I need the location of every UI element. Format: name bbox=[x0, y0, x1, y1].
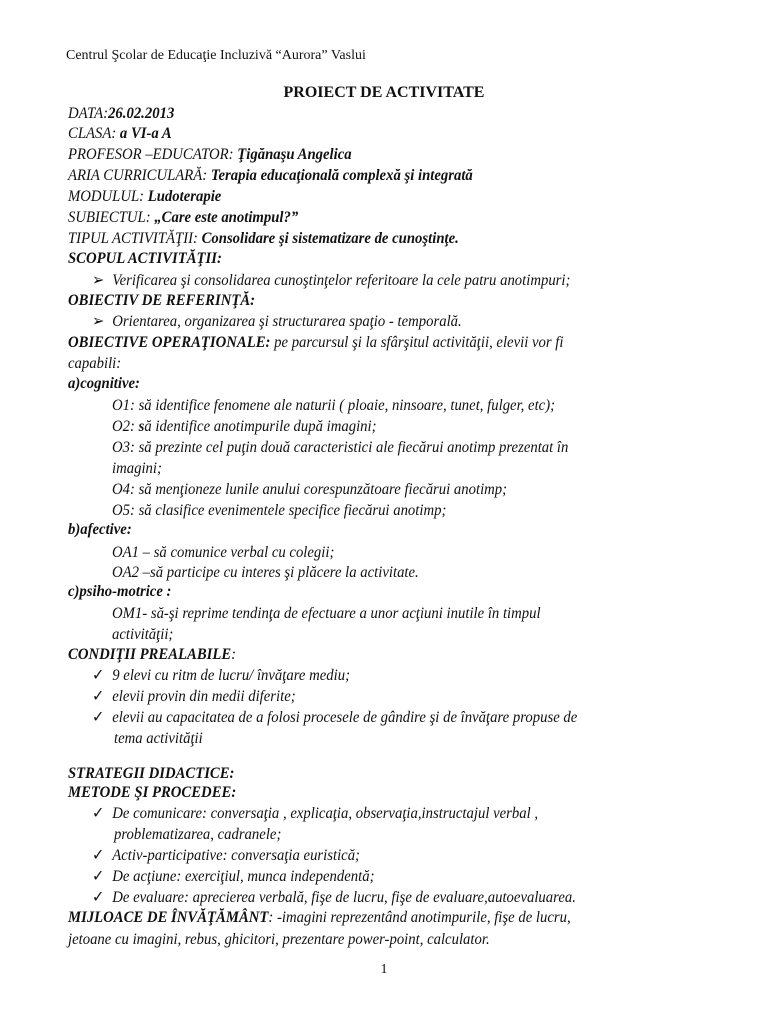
psychomotor-label bbox=[68, 584, 180, 600]
objective-om1 bbox=[112, 606, 578, 622]
method-evaluation-text: De evaluare: aprecierea verbală, fişe de lucru, fişe de evaluare,autoevaluarea. bbox=[112, 889, 576, 906]
field-date-value: 26.02.2013 bbox=[108, 105, 175, 122]
document-title: PROIECT DE ACTIVITATE bbox=[283, 84, 485, 101]
means-text: -imagini reprezentând anotimpurile, fişe de lucru, bbox=[273, 909, 571, 926]
arrow-bullet-icon: ➢ bbox=[92, 272, 105, 289]
objective-oa2 bbox=[112, 565, 445, 581]
field-activity-type-label: TIPUL ACTIVITĂŢII: bbox=[68, 230, 202, 247]
affective-label bbox=[68, 522, 137, 538]
affective-label-text: b)afective: bbox=[68, 521, 132, 538]
method-action-text: De acţiune: exerciţiul, munca independentă; bbox=[112, 868, 375, 885]
method-item-participative bbox=[92, 848, 383, 864]
method-communication-text-2: problematizarea, cadranele; bbox=[114, 826, 282, 843]
cognitive-label-text: a)cognitive: bbox=[68, 375, 140, 392]
operational-objectives-intro-continued bbox=[68, 356, 126, 372]
condition-item-3-text-2: tema activităţii bbox=[114, 730, 203, 747]
objective-o2-bold: s bbox=[138, 418, 145, 435]
operational-objectives-intro-text-2: capabili: bbox=[68, 355, 122, 372]
method-communication-text: De comunicare: conversaţia , explicaţia, observaţia,instructajul verbal , bbox=[112, 805, 539, 822]
field-curricular-area bbox=[68, 168, 508, 184]
methods-heading-text: METODE ŞI PROCEDEE: bbox=[68, 784, 237, 801]
reference-objective-heading-text: OBIECTIV DE REFERINŢĂ: bbox=[68, 292, 256, 309]
operational-objectives-heading bbox=[68, 335, 607, 351]
reference-objective-item bbox=[92, 314, 494, 330]
conditions-heading bbox=[68, 647, 251, 663]
field-class-label: CLASA: bbox=[68, 125, 120, 142]
field-subject-value: „Care este anotimpul?” bbox=[154, 209, 299, 226]
objective-o2-rest: ă identifice anotimpurile după imagini; bbox=[144, 418, 377, 435]
field-date-label: DATA: bbox=[68, 105, 109, 122]
school-header: Centrul Şcolar de Educaţie Incluzivă “Aurora” Vaslui bbox=[66, 48, 366, 63]
objective-o3-text-2: imagini; bbox=[112, 460, 162, 477]
means-heading-text: MIJLOACE DE ÎNVĂŢĂMÂNT bbox=[68, 909, 269, 926]
field-module bbox=[68, 189, 235, 205]
field-curricular-area-value: Terapia educaţională complexă şi integrată bbox=[210, 167, 473, 184]
methods-heading bbox=[68, 785, 251, 801]
field-module-value: Ludoterapie bbox=[147, 188, 222, 205]
objective-o3 bbox=[112, 440, 608, 456]
checkmark-icon: ✓ bbox=[92, 868, 105, 885]
scope-item bbox=[92, 273, 612, 289]
means-heading bbox=[68, 910, 614, 926]
objective-oa2-text: OA2 –să participe cu interes şi plăcere la activitate. bbox=[112, 564, 419, 581]
objective-o4 bbox=[112, 482, 541, 498]
psychomotor-label-text: c)psiho-motrice : bbox=[68, 583, 172, 600]
conditions-heading-text: CONDIŢII PREALABILE bbox=[68, 646, 232, 663]
objective-om1-continued bbox=[112, 627, 179, 643]
page-number: 1 bbox=[380, 962, 388, 977]
checkmark-icon: ✓ bbox=[92, 889, 105, 906]
field-module-label: MODULUL: bbox=[68, 188, 148, 205]
reference-objective-heading bbox=[68, 293, 271, 309]
means-colon: : bbox=[268, 909, 274, 926]
objective-o2 bbox=[112, 419, 400, 435]
condition-item-1-text: 9 elevi cu ritm de lucru/ învăţare mediu; bbox=[112, 667, 351, 684]
condition-item-3-continued bbox=[114, 731, 210, 747]
method-item-communication-continued bbox=[114, 827, 296, 843]
condition-item-2 bbox=[92, 689, 313, 705]
checkmark-icon: ✓ bbox=[92, 805, 105, 822]
checkmark-icon: ✓ bbox=[92, 709, 105, 726]
operational-objectives-intro: pe parcursul şi la sfârşitul activităţii, elevii vor fi bbox=[270, 334, 564, 351]
strategies-heading bbox=[68, 766, 249, 782]
checkmark-icon: ✓ bbox=[92, 847, 105, 864]
condition-item-1 bbox=[92, 668, 372, 684]
field-class-value: a VI-a A bbox=[119, 125, 172, 142]
field-subject bbox=[68, 210, 318, 226]
checkmark-icon: ✓ bbox=[92, 688, 105, 705]
conditions-colon: : bbox=[231, 646, 237, 663]
field-activity-type bbox=[68, 231, 493, 247]
field-date bbox=[68, 106, 184, 122]
scope-heading bbox=[68, 251, 235, 267]
method-item-action bbox=[92, 869, 399, 885]
scope-item-text: Verificarea şi consolidarea cunoştinţelor referitoare la cele patru anotimpuri; bbox=[112, 272, 571, 289]
condition-item-3 bbox=[92, 710, 620, 726]
field-teacher-label: PROFESOR –EDUCATOR: bbox=[68, 146, 238, 163]
checkmark-icon: ✓ bbox=[92, 667, 105, 684]
field-curricular-area-label: ARIA CURRICULARĂ: bbox=[68, 167, 211, 184]
field-class bbox=[68, 126, 181, 142]
objective-o1-text: O1: să identifice fenomene ale naturii ( ploaie, ninsoare, tunet, fulger, etc); bbox=[112, 397, 556, 414]
field-subject-label: SUBIECTUL: bbox=[68, 209, 155, 226]
objective-o5-text: O5: să clasifice evenimentele specifice fiecărui anotimp; bbox=[112, 502, 447, 519]
scope-heading-text: SCOPUL ACTIVITĂŢII: bbox=[68, 250, 222, 267]
means-text-2: jetoane cu imagini, rebus, ghicitori, prezentare power-point, calculator. bbox=[68, 931, 490, 948]
objective-oa1-text: OA1 – să comunice verbal cu colegii; bbox=[112, 544, 335, 561]
means-text-continued bbox=[68, 932, 526, 948]
objective-o5 bbox=[112, 503, 475, 519]
strategies-heading-text: STRATEGII DIDACTICE: bbox=[68, 765, 235, 782]
operational-objectives-heading-text: OBIECTIVE OPERAŢIONALE: bbox=[68, 334, 271, 351]
objective-o3-continued bbox=[112, 461, 166, 477]
method-item-communication bbox=[92, 806, 577, 822]
field-activity-type-value: Consolidare şi sistematizare de cunoştinţe. bbox=[201, 230, 459, 247]
field-teacher-value: Ţigănaşu Angelica bbox=[237, 146, 352, 163]
method-participative-text: Activ-participative: conversaţia euristică; bbox=[112, 847, 360, 864]
arrow-bullet-icon: ➢ bbox=[92, 313, 105, 330]
objective-om1-text-2: activităţii; bbox=[112, 626, 174, 643]
reference-objective-text: Orientarea, organizarea şi structurarea spaţio - temporală. bbox=[112, 313, 462, 330]
field-teacher bbox=[68, 147, 376, 163]
method-item-evaluation bbox=[92, 890, 618, 906]
objective-oa1 bbox=[112, 545, 354, 561]
objective-o4-text: O4: să menţioneze lunile anului corespunzătoare fiecărui anotimp; bbox=[112, 481, 508, 498]
objective-o1 bbox=[112, 398, 594, 414]
objective-om1-text: OM1- să-şi reprime tendinţa de efectuare a unor acţiuni inutile în timpul bbox=[112, 605, 541, 622]
objective-o3-text: O3: să prezinte cel puţin două caracteristici ale fiecărui anotimp prezentat în bbox=[112, 439, 569, 456]
condition-item-3-text: elevii au capacitatea de a folosi procesele de gândire şi de învăţare propuse de bbox=[112, 709, 578, 726]
objective-o2-prefix: O2: bbox=[112, 418, 139, 435]
cognitive-label bbox=[68, 376, 146, 392]
condition-item-2-text: elevii provin din medii diferite; bbox=[112, 688, 296, 705]
